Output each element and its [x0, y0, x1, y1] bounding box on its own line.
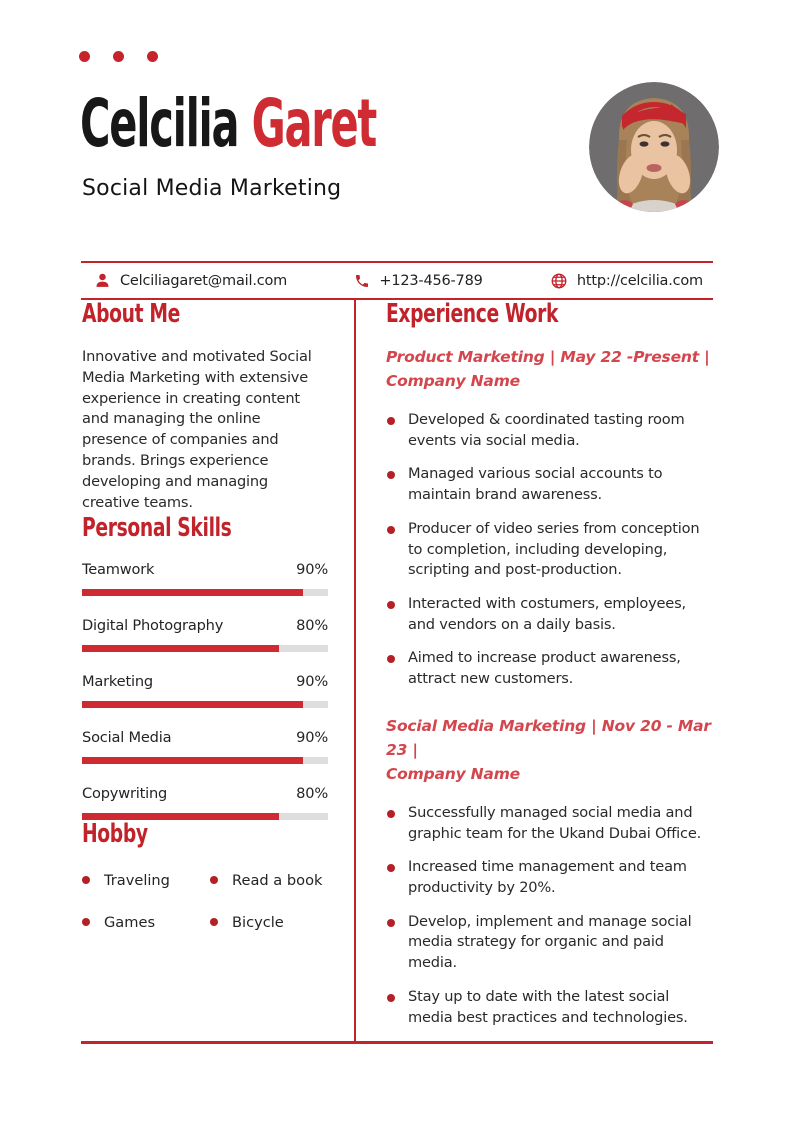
job-bullet: [386, 912, 715, 974]
person-icon: [94, 272, 111, 289]
red-dot-icon: [147, 51, 158, 62]
skill-bar-track: [82, 701, 328, 708]
job-bullet-text: Develop, implement and manage social media strategy for organic and paid media.: [408, 912, 692, 972]
hobby-list: [82, 872, 328, 931]
skill-label: Teamwork: [82, 560, 155, 578]
bullet-dot-icon: [387, 471, 395, 479]
experience-work-title: Experience Work: [386, 299, 559, 329]
about-me-title: About Me: [82, 299, 180, 329]
bullet-dot-icon: [387, 655, 395, 663]
contact-website: [550, 272, 703, 290]
skill-bar-track: [82, 645, 328, 652]
person-name: [80, 85, 377, 162]
skill-percent: 90%: [296, 672, 328, 690]
red-dot-icon: [113, 51, 124, 62]
bullet-dot-icon: [387, 417, 395, 425]
profile-photo: [589, 82, 719, 212]
hobby-label: Games: [104, 913, 156, 931]
skill-bar-fill: [82, 757, 303, 764]
skills-list: [82, 561, 328, 820]
last-name: Garet: [251, 85, 377, 162]
red-dot-icon: [79, 51, 90, 62]
job-title-line: Product Marketing | May 22 -Present |: [386, 347, 710, 366]
skill-percent: 80%: [296, 784, 328, 802]
bullet-dot-icon: [387, 526, 395, 534]
bottom-rule-line: [81, 1041, 713, 1044]
personal-skills-title: Personal Skills: [82, 512, 232, 543]
skill-bar-fill: [82, 645, 279, 652]
bullet-dot-icon: [82, 876, 90, 884]
job-title-line: Company Name: [386, 764, 520, 783]
skill-label: Digital Photography: [82, 616, 224, 634]
first-name: Celcilia: [80, 85, 239, 162]
job-bullet: [386, 648, 715, 689]
job-bullet-text: Successfully managed social media and graphic team for the Ukand Dubai Office.: [408, 803, 702, 842]
about-me-text: Innovative and motivated Social Media Marketing with extensive experience in creating content and managing the online presence of companies and brands. Brings experience developing and managing creative teams.: [82, 347, 312, 511]
job-bullet-text: Aimed to increase product awareness, attract new customers.: [408, 649, 681, 688]
hobby-label: Traveling: [104, 871, 170, 889]
skill-bar-track: [82, 589, 328, 596]
job-bullet: [386, 519, 715, 581]
hobby-label: Bicycle: [232, 913, 284, 931]
job-title: [386, 714, 715, 786]
avatar-illustration: [589, 82, 719, 212]
phone-text: +123-456-789: [379, 272, 483, 289]
job-bullet-list: [386, 803, 715, 1028]
bullet-dot-icon: [387, 810, 395, 818]
website-text: http://celcilia.com: [576, 272, 703, 289]
job-bullet: [386, 594, 715, 635]
bullet-dot-icon: [387, 601, 395, 609]
hobby-label: Read a book: [232, 871, 323, 889]
job-title-line: Company Name: [386, 371, 520, 390]
skill-bar-track: [82, 757, 328, 764]
contact-bar: [81, 261, 713, 300]
job-bullet-list: [386, 410, 715, 690]
bullet-dot-icon: [387, 919, 395, 927]
globe-icon: [550, 272, 568, 290]
job-bullet-text: Interacted with costumers, employees, and vendors on a daily basis.: [408, 594, 686, 633]
phone-icon: [354, 273, 370, 289]
bullet-dot-icon: [210, 876, 218, 884]
skill-row: [82, 617, 328, 652]
skill-label: Social Media: [82, 728, 172, 746]
hobby-title: Hobby: [82, 818, 148, 849]
bullet-dot-icon: [387, 994, 395, 1002]
job-bullet-text: Stay up to date with the latest social media best practices and technologies.: [408, 987, 688, 1026]
job-role-subtitle: Social Media Marketing: [82, 176, 342, 201]
job-bullet-text: Producer of video series from conception to completion, including developing, scripting and post-production.: [408, 519, 700, 579]
job-bullet: [386, 987, 715, 1028]
bullet-dot-icon: [82, 918, 90, 926]
contact-email: [94, 272, 287, 289]
skill-bar-fill: [82, 701, 303, 708]
job-entry: [386, 714, 715, 1029]
hobby-item: [210, 914, 328, 931]
contact-phone: [354, 273, 482, 289]
job-bullet: [386, 857, 715, 898]
hobby-item: [82, 914, 210, 931]
skill-bar-fill: [82, 589, 303, 596]
skill-row: [82, 561, 328, 596]
bullet-dot-icon: [387, 864, 395, 872]
hobby-item: [210, 872, 328, 889]
job-bullet: [386, 803, 715, 844]
right-column: [386, 300, 715, 1041]
job-bullet-text: Increased time management and team productivity by 20%.: [408, 858, 687, 897]
hobby-item: [82, 872, 210, 889]
skill-row: [82, 729, 328, 764]
jobs-list: [386, 345, 715, 1028]
skill-percent: 80%: [296, 616, 328, 634]
bullet-dot-icon: [210, 918, 218, 926]
job-bullet-text: Managed various social accounts to maintain brand awareness.: [408, 465, 663, 504]
skill-percent: 90%: [296, 560, 328, 578]
column-divider-line: [354, 300, 356, 1041]
skill-label: Marketing: [82, 672, 153, 690]
job-bullet-text: Developed & coordinated tasting room events via social media.: [408, 410, 685, 449]
skill-row: [82, 785, 328, 820]
decorative-dots: [79, 51, 158, 62]
job-bullet: [386, 410, 715, 451]
skill-row: [82, 673, 328, 708]
job-bullet: [386, 464, 715, 505]
job-title-line: Social Media Marketing | Nov 20 - Mar 23 |: [386, 716, 711, 759]
job-title: [386, 345, 715, 393]
skill-label: Copywriting: [82, 784, 168, 802]
job-entry: [386, 345, 715, 690]
skill-percent: 90%: [296, 728, 328, 746]
left-column: [82, 300, 328, 931]
email-text: Celciliagaret@mail.com: [120, 272, 288, 289]
